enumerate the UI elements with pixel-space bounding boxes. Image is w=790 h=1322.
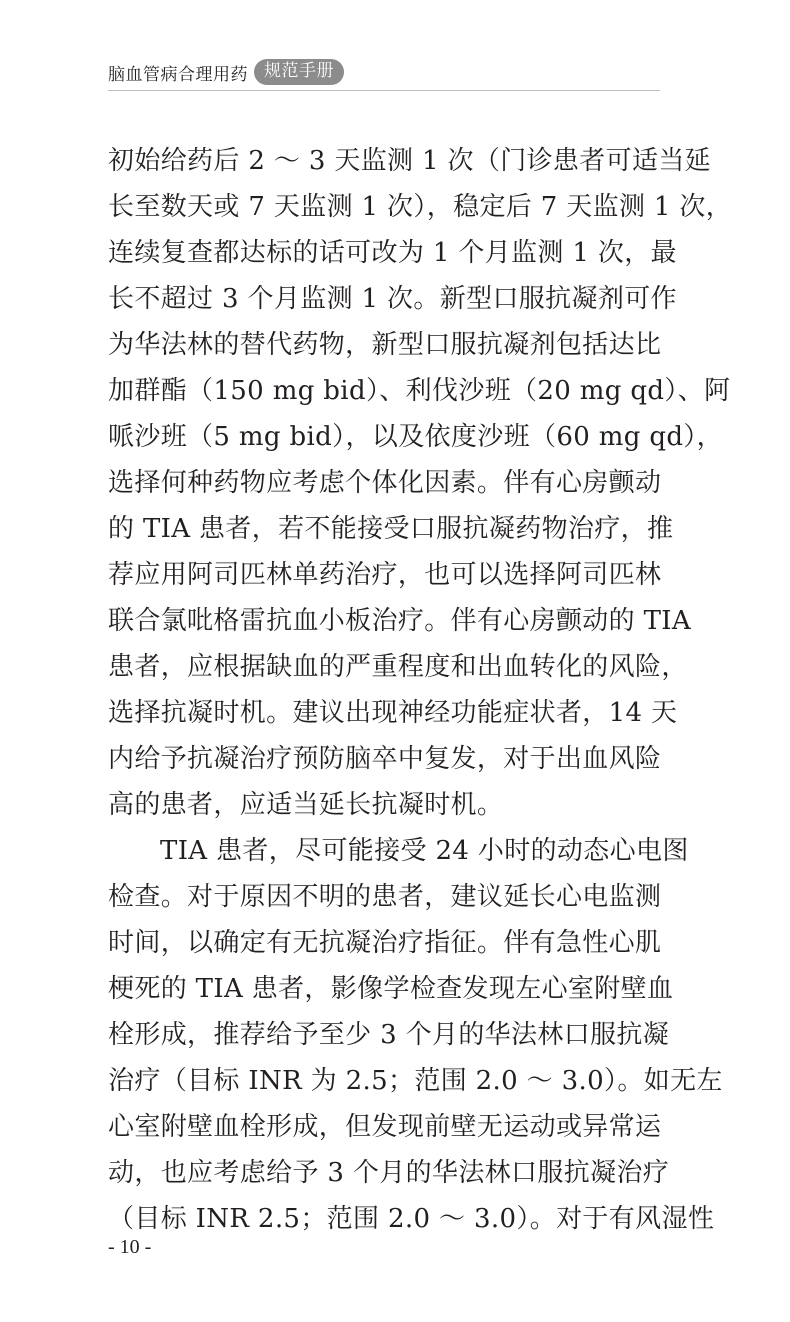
- text-line: 动，也应考虑给予 3 个月的华法林口服抗凝治疗: [108, 1158, 670, 1188]
- text-line: 长不超过 3 个月监测 1 次。新型口服抗凝剂可作: [108, 284, 677, 314]
- text-line: 时间，以确定有无抗凝治疗指征。伴有急性心肌: [108, 928, 662, 958]
- book-title: 脑血管病合理用药: [108, 64, 248, 85]
- paragraph: [108, 138, 733, 828]
- text-line: 加群酯（150 mg bid）、利伐沙班（20 mg qd）、阿: [108, 376, 731, 406]
- text-line: （目标 INR 2.5；范围 2.0 ～ 3.0）。对于有风湿性: [108, 1204, 715, 1234]
- text-line: 检查。对于原因不明的患者，建议延长心电监测: [108, 882, 662, 912]
- text-line: 荐应用阿司匹林单药治疗，也可以选择阿司匹林: [108, 560, 662, 590]
- text-line: 患者，应根据缺血的严重程度和出血转化的风险，: [108, 652, 688, 682]
- text-line: TIA 患者，尽可能接受 24 小时的动态心电图: [160, 836, 689, 866]
- page-number: - 10 -: [108, 1236, 152, 1258]
- text-line: 长至数天或 7 天监测 1 次），稳定后 7 天监测 1 次，: [108, 192, 733, 222]
- running-header: [108, 58, 344, 86]
- text-line: 为华法林的替代药物，新型口服抗凝剂包括达比: [108, 330, 662, 360]
- text-line: 内给予抗凝治疗预防脑卒中复发，对于出血风险: [108, 744, 662, 774]
- paragraph: [108, 828, 723, 1242]
- text-line: 选择何种药物应考虑个体化因素。伴有心房颤动: [108, 468, 662, 498]
- body-text: [108, 138, 733, 1242]
- header-divider: [108, 90, 660, 91]
- text-line: 治疗（目标 INR 为 2.5；范围 2.0 ～ 3.0）。如无左: [108, 1066, 723, 1096]
- text-line: 栓形成，推荐给予至少 3 个月的华法林口服抗凝: [108, 1020, 670, 1050]
- text-line: 连续复查都达标的话可改为 1 个月监测 1 次，最: [108, 238, 677, 268]
- text-line: 梗死的 TIA 患者，影像学检查发现左心室附壁血: [108, 974, 674, 1004]
- text-line: 联合氯吡格雷抗血小板治疗。伴有心房颤动的 TIA: [108, 606, 692, 636]
- text-line: 高的患者，应适当延长抗凝时机。: [108, 790, 504, 820]
- text-line: 心室附壁血栓形成，但发现前壁无运动或异常运: [108, 1112, 662, 1142]
- text-line: 选择抗凝时机。建议出现神经功能症状者，14 天: [108, 698, 678, 728]
- text-line: 的 TIA 患者，若不能接受口服抗凝药物治疗，推: [108, 514, 674, 544]
- text-line: 初始给药后 2 ～ 3 天监测 1 次（门诊患者可适当延: [108, 146, 712, 176]
- book-subtitle-badge: 规范手册: [254, 59, 344, 85]
- text-line: 哌沙班（5 mg bid），以及依度沙班（60 mg qd），: [108, 422, 724, 452]
